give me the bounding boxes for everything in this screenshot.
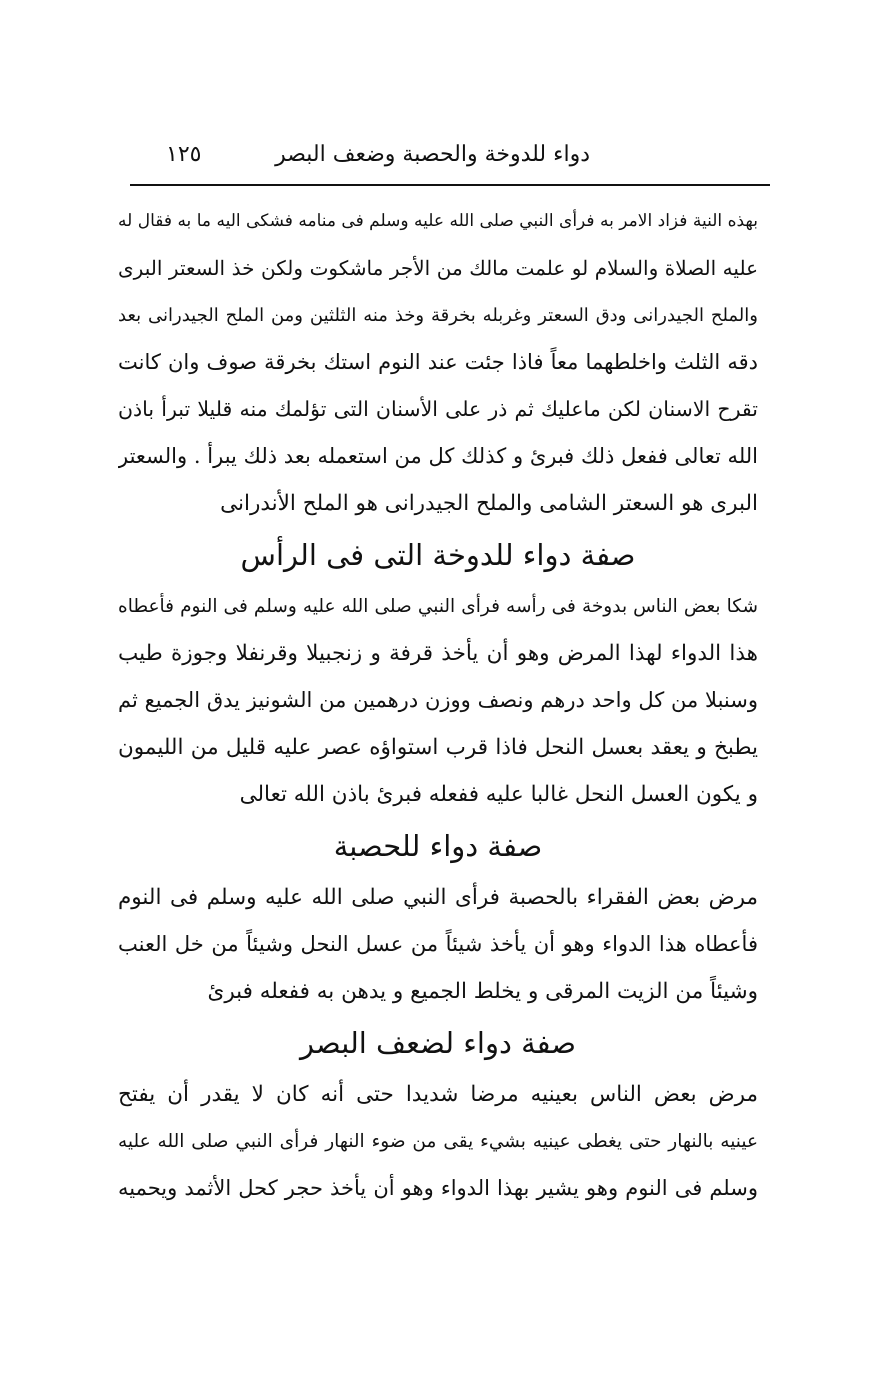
running-title: دواء للدوخة والحصبة وضعف البصر [275,142,590,167]
text-line: يطبخ و يعقد بعسل النحل فاذا قرب استواؤه عصر عليه قليل من الليمون [118,735,758,760]
section-heading: صفة دواء للدوخة التى فى الرأس [240,538,636,572]
text-line: وسنبلا من كل واحد درهم ونصف ووزن درهمين من الشونيز يدق الجميع ثم [118,688,758,712]
section-paragraph [118,874,758,1015]
text-line: هذا الدواء لهذا المرض وهو أن يأخذ قرفة و زنجبيلا وقرنفلا وجوزة طيب [118,641,758,666]
text-line: فأعطاه هذا الدواء وهو أن يأخذ شيئاً من عسل النحل وشيئاً من خل العنب [118,932,758,956]
text-line: عينيه بالنهار حتى يغطى عينيه بشيء يقى من ضوء النهار فرأى النبي صلى الله عليه [118,1131,758,1152]
text-line: و يكون العسل النحل غالبا عليه ففعله فبرئ باذن الله تعالى [239,782,758,807]
text-line: تقرح الاسنان لكن ماعليك ثم ذر على الأسنان التى تؤلمك منه قليلا تبرأ باذن [118,397,758,421]
section-paragraph [118,1071,758,1212]
header-rule [130,184,770,186]
section-heading: صفة دواء للحصبة [333,829,543,863]
text-line: بهذه النية فزاد الامر به فرأى النبي صلى الله عليه وسلم فى منامه فشكى اليه ما به فقال له [118,211,758,231]
text-line: دقه الثلث واخلطهما معاً فاذا جئت عند النوم استك بخرقة صوف وان كانت [118,350,758,374]
text-line: وسلم فى النوم وهو يشير بهذا الدواء وهو أن يأخذ حجر كحل الأثمد ويحميه [118,1176,758,1200]
continuation-paragraph [118,198,758,527]
page-number: ١٢٥ [166,142,202,167]
text-line: والملح الجيدرانى ودق السعتر وغربله بخرقة وخذ منه الثلثين ومن الملح الجيدرانى بعد [118,305,758,326]
text-line: مرض بعض الفقراء بالحصبة فرأى النبي صلى الله عليه وسلم فى النوم [118,885,758,910]
text-line: مرض بعض الناس بعينيه مرضا شديدا حتى أنه كان لا يقدر أن يفتح [118,1082,758,1107]
section-paragraph [118,583,758,818]
page-body [118,198,758,1212]
section-heading: صفة دواء لضعف البصر [300,1026,576,1060]
text-line: وشيئاً من الزيت المرقى و يخلط الجميع و يدهن به ففعله فبرئ [207,979,758,1004]
text-line: الله تعالى ففعل ذلك فبرئ و كذلك كل من استعمله بعد ذلك يبرأ . والسعتر [118,444,758,468]
text-line: عليه الصلاة والسلام لو علمت مالك من الأجر ماشكوت ولكن خذ السعتر البرى [118,256,758,280]
text-line: البرى هو السعتر الشامى والملح الجيدرانى هو الملح الأندرانى [220,491,758,516]
running-header [130,138,770,178]
text-line: شكا بعض الناس بدوخة فى رأسه فرأى النبي صلى الله عليه وسلم فى النوم فأعطاه [118,596,758,617]
